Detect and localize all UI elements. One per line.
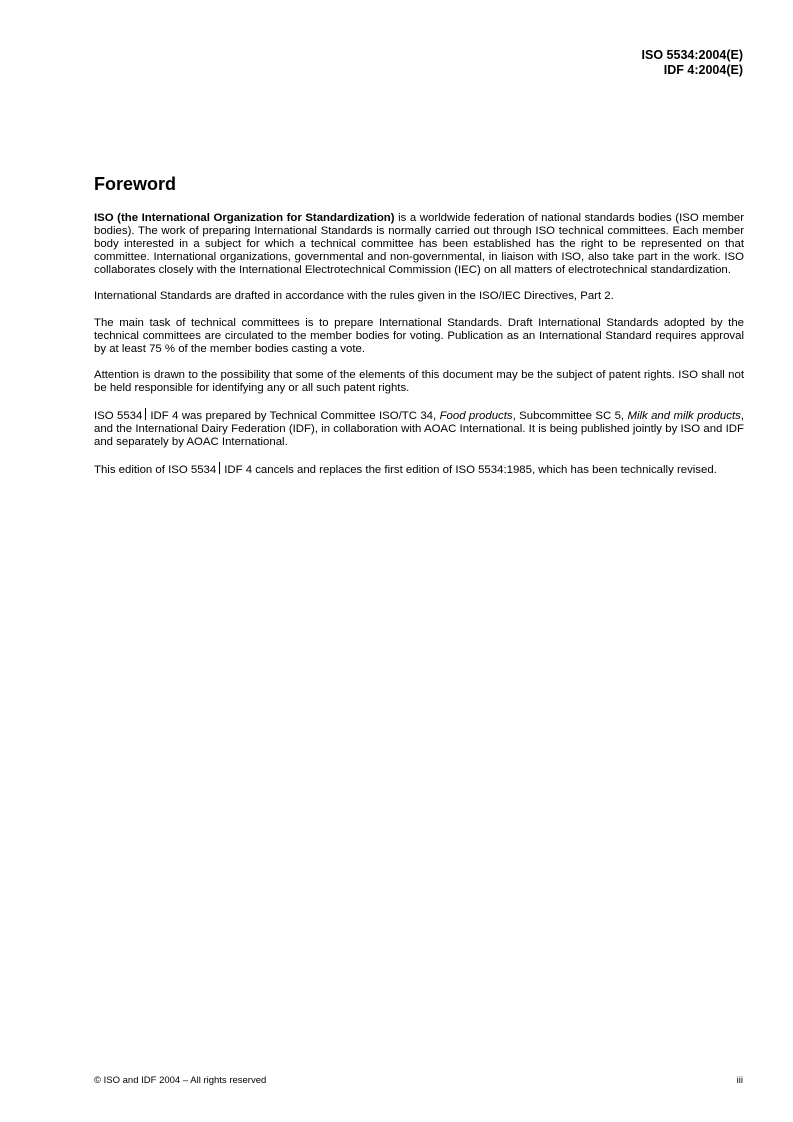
paragraph-technical-committees: The main task of technical committees is to prepare International Standards. Draft International Standards adopted by the technical committees are circulated to the member bodies for voting. Publication as an International Standard requires approval by at least 75 % of the member bodies casting a vote. bbox=[94, 316, 744, 355]
document-identifiers bbox=[642, 48, 743, 78]
iso-bold-lead: ISO (the International Organization for Standardization) bbox=[94, 212, 395, 224]
preparation-text-c: , and the International Dairy Federation (IDF), in collaboration with AOAC International. It is being published jointly by ISO and IDF and separately by AOAC International. bbox=[94, 410, 744, 449]
paragraph-patent-rights: Attention is drawn to the possibility that some of the elements of this document may be the subject of patent rights. ISO shall not be held responsible for identifying any or all such patent rights. bbox=[94, 368, 744, 394]
vertical-separator bbox=[219, 462, 220, 474]
committee-name-food-products: Food products bbox=[439, 410, 513, 423]
iso-document-id: ISO 5534:2004(E) bbox=[641, 48, 743, 62]
footer-page-number: iii bbox=[736, 1075, 743, 1086]
paragraph-edition bbox=[94, 462, 744, 477]
page-title: Foreword bbox=[94, 174, 177, 194]
edition-text-a: This edition of ISO 5534 bbox=[94, 464, 217, 477]
preparation-text-a: IDF 4 was prepared by Technical Committee ISO/TC 34, bbox=[150, 410, 440, 423]
subcommittee-name-milk-products: Milk and milk products bbox=[627, 410, 741, 423]
iso-intro-text: is a worldwide federation of national standards bodies (ISO member bodies). The work of preparing International Standards is normally carried out through ISO technical committees. Each member body interested in a subject for which a technical committee has been established has the right to be represented on that committee. International organizations, governmental and non-governmental, in liaison with ISO, also take part in the work. ISO collaborates closely with the International Electrotechnical Commission (IEC) on all matters of electrotechnical standardization. bbox=[94, 212, 745, 277]
paragraph-directives: International Standards are drafted in accordance with the rules given in the ISO/IEC Directives, Part 2. bbox=[94, 290, 614, 303]
preparation-iso-id: ISO 5534 bbox=[94, 410, 143, 423]
idf-document-id: IDF 4:2004(E) bbox=[663, 63, 743, 77]
foreword-body bbox=[94, 212, 744, 490]
vertical-separator bbox=[145, 408, 146, 420]
preparation-text-b: , Subcommittee SC 5, bbox=[512, 410, 628, 423]
paragraph-iso-intro bbox=[94, 212, 744, 277]
paragraph-preparation bbox=[94, 408, 744, 449]
footer-copyright: © ISO and IDF 2004 – All rights reserved bbox=[94, 1075, 267, 1086]
edition-text-b: IDF 4 cancels and replaces the first edition of ISO 5534:1985, which has been technically revised. bbox=[224, 464, 717, 477]
